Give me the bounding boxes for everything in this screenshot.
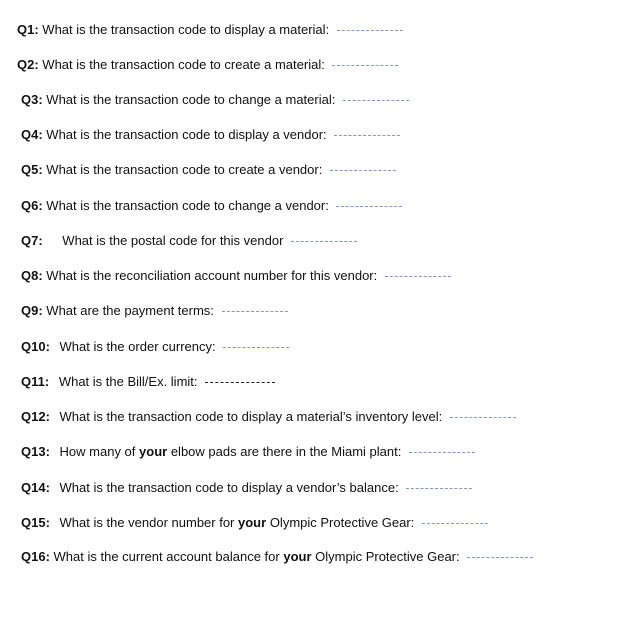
question-7 xyxy=(21,233,357,249)
answer-blank[interactable] xyxy=(336,205,402,207)
question-number: Q13: xyxy=(21,444,50,459)
question-16 xyxy=(21,549,533,565)
answer-blank[interactable] xyxy=(330,169,396,171)
question-3 xyxy=(21,92,409,108)
answer-blank[interactable] xyxy=(409,451,475,453)
question-text: What is the postal code for this vendor xyxy=(62,233,284,248)
answer-blank[interactable] xyxy=(343,99,409,101)
question-text: What is the transaction code to display a vendor’s balance: xyxy=(59,480,399,495)
question-number: Q15: xyxy=(21,515,50,530)
question-number: Q14: xyxy=(21,480,50,495)
question-10 xyxy=(21,339,289,355)
answer-blank[interactable] xyxy=(332,64,398,66)
answer-blank[interactable] xyxy=(406,487,472,489)
question-13 xyxy=(21,444,475,460)
answer-blank[interactable] xyxy=(291,240,357,242)
question-text-post: elbow pads are there in the Miami plant: xyxy=(170,444,402,459)
question-number: Q16: xyxy=(21,549,50,564)
question-number: Q11: xyxy=(21,374,50,389)
answer-blank[interactable] xyxy=(450,416,516,418)
question-text: What is the transaction code to display a vendor: xyxy=(46,127,327,142)
answer-blank[interactable] xyxy=(467,556,533,558)
emphasis-your: your xyxy=(283,549,312,564)
question-number: Q5: xyxy=(21,162,43,177)
question-11 xyxy=(21,374,275,390)
question-text-post: Olympic Protective Gear: xyxy=(315,549,460,564)
question-text: What is the transaction code to create a material: xyxy=(42,57,325,72)
question-number: Q3: xyxy=(21,92,43,107)
question-number: Q10: xyxy=(21,339,50,354)
question-text-post: Olympic Protective Gear: xyxy=(269,515,415,530)
question-12 xyxy=(21,409,516,425)
question-text: What is the transaction code to display a material’s inventory level: xyxy=(59,409,443,424)
question-text: What is the transaction code to create a vendor: xyxy=(46,162,323,177)
question-number: Q9: xyxy=(21,303,43,318)
question-1 xyxy=(17,22,403,38)
question-14 xyxy=(21,480,472,496)
answer-blank[interactable] xyxy=(223,346,289,348)
question-text: What is the Bill/Ex. limit: xyxy=(58,374,198,389)
question-text: What are the payment terms: xyxy=(46,303,214,318)
question-number: Q7: xyxy=(21,233,43,248)
answer-blank[interactable] xyxy=(422,522,488,524)
question-text: What is the transaction code to change a vendor: xyxy=(46,198,329,213)
question-text: What is the reconciliation account number for this vendor: xyxy=(46,268,378,283)
question-text: What is the order currency: xyxy=(59,339,216,354)
question-number: Q12: xyxy=(21,409,50,424)
question-text-pre: How many of xyxy=(59,444,136,459)
question-number: Q2: xyxy=(17,57,39,72)
question-number: Q8: xyxy=(21,268,43,283)
question-text-pre: What is the current account balance for xyxy=(53,549,280,564)
emphasis-your: your xyxy=(238,515,267,530)
question-6 xyxy=(21,198,402,214)
answer-blank[interactable] xyxy=(222,310,288,312)
question-2 xyxy=(17,57,398,73)
question-4 xyxy=(21,127,400,143)
question-text: What is the transaction code to display a material: xyxy=(42,22,330,37)
question-number: Q4: xyxy=(21,127,43,142)
answer-blank[interactable] xyxy=(385,275,451,277)
question-9 xyxy=(21,303,288,319)
question-text-pre: What is the vendor number for xyxy=(59,515,235,530)
answer-blank[interactable] xyxy=(334,134,400,136)
question-number: Q6: xyxy=(21,198,43,213)
question-text: What is the transaction code to change a material: xyxy=(46,92,336,107)
answer-blank[interactable] xyxy=(337,29,403,31)
answer-blank[interactable] xyxy=(205,381,275,383)
question-8 xyxy=(21,268,451,284)
question-number: Q1: xyxy=(17,22,39,37)
question-15 xyxy=(21,515,488,531)
question-5 xyxy=(21,162,396,178)
emphasis-your: your xyxy=(139,444,168,459)
